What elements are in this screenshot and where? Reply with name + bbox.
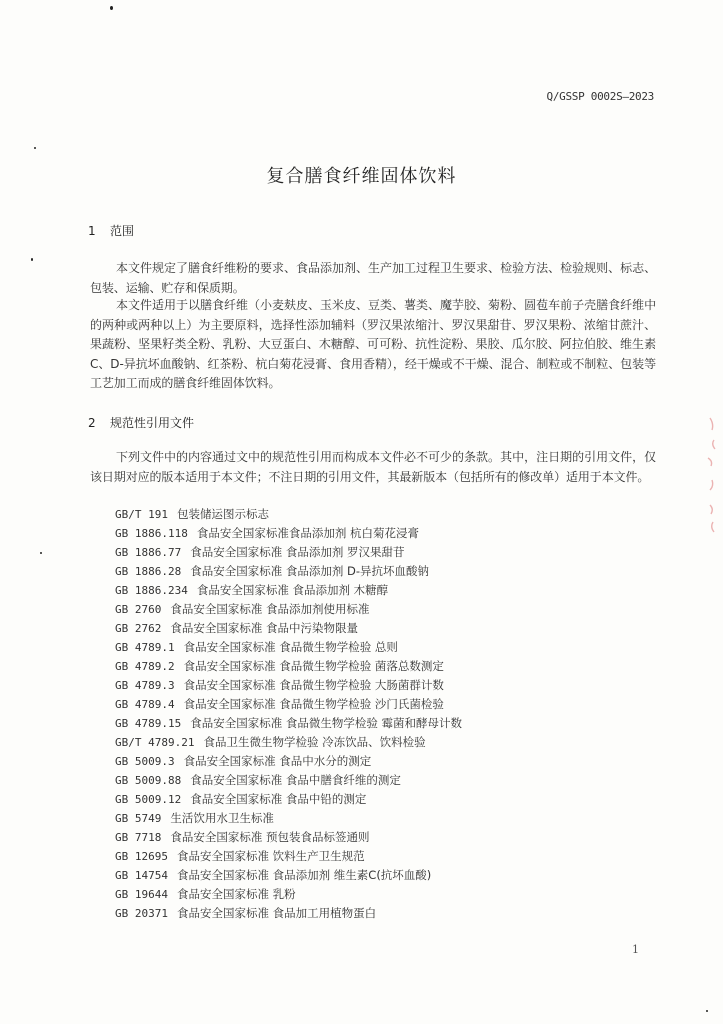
section-1-paragraph-1: 本文件规定了膳食纤维粉的要求、食品添加剂、生产加工过程卫生要求、检验方法、检验规则、标志、包装、运输、贮存和保质期。: [90, 261, 656, 295]
reference-item: [115, 619, 462, 638]
reference-item: [115, 809, 462, 828]
reference-item: [115, 505, 462, 524]
reference-title: 食品安全国家标准 食品微生物学检验 总则: [183, 640, 398, 654]
reference-title: 食品安全国家标准 食品中污染物限量: [170, 621, 359, 635]
reference-item: [115, 771, 462, 790]
reference-code: GB 14754: [115, 869, 168, 882]
reference-item: [115, 733, 462, 752]
reference-title: 食品安全国家标准 食品中膳食纤维的测定: [190, 773, 401, 787]
reference-title: 食品安全国家标准 乳粉: [176, 887, 296, 901]
reference-item: [115, 752, 462, 771]
reference-item: [115, 828, 462, 847]
reference-item: [115, 714, 462, 733]
reference-code: GB 5009.12: [115, 793, 182, 806]
section-2-number: 2: [88, 416, 96, 430]
reference-code: GB 2760: [115, 603, 162, 616]
reference-item: [115, 562, 462, 581]
reference-item: [115, 600, 462, 619]
reference-item: [115, 790, 462, 809]
section-2-heading: [88, 414, 194, 431]
reference-item: [115, 695, 462, 714]
scan-speck: [34, 147, 36, 149]
reference-title: 食品安全国家标准食品添加剂 杭白菊花浸膏: [196, 526, 420, 540]
reference-item: [115, 676, 462, 695]
reference-code: GB 5009.88: [115, 774, 182, 787]
reference-title: 食品安全国家标准 食品微生物学检验 菌落总数测定: [183, 659, 444, 673]
red-stamp-edge-icon: [698, 410, 720, 540]
section-2-title: 规范性引用文件: [110, 416, 195, 430]
reference-item: [115, 904, 462, 923]
section-1-number: 1: [88, 224, 96, 238]
reference-code: GB 1886.118: [115, 527, 188, 540]
document-code: Q/GSSP 0002S—2023: [546, 90, 654, 103]
reference-title: 食品安全国家标准 食品中铅的测定: [190, 792, 367, 806]
reference-code: GB 1886.77: [115, 546, 182, 559]
scan-speck: [110, 6, 113, 10]
reference-code: GB 7718: [115, 831, 162, 844]
reference-title: 食品安全国家标准 食品添加剂 木糖醇: [196, 583, 389, 597]
reference-code: GB 4789.2: [115, 660, 175, 673]
reference-code: GB 4789.3: [115, 679, 175, 692]
reference-code: GB 4789.1: [115, 641, 175, 654]
reference-item: [115, 847, 462, 866]
reference-code: GB 4789.4: [115, 698, 175, 711]
document-title: 复合膳食纤维固体饮料: [266, 166, 457, 187]
reference-code: GB 12695: [115, 850, 168, 863]
section-1-heading: [88, 222, 134, 239]
reference-code: GB 4789.15: [115, 717, 182, 730]
reference-code: GB 20371: [115, 907, 168, 920]
reference-title: 食品安全国家标准 食品添加剂 罗汉果甜苷: [190, 545, 405, 559]
reference-item: [115, 885, 462, 904]
reference-item: [115, 638, 462, 657]
reference-item: [115, 657, 462, 676]
reference-code: GB 5009.3: [115, 755, 175, 768]
reference-item: [115, 866, 462, 885]
reference-item: [115, 581, 462, 600]
reference-title: 食品安全国家标准 食品中水分的测定: [183, 754, 372, 768]
reference-item: [115, 543, 462, 562]
scan-speck: [31, 258, 33, 261]
reference-code: GB 1886.234: [115, 584, 188, 597]
reference-title: 生活饮用水卫生标准: [170, 811, 274, 825]
reference-title: 食品安全国家标准 食品加工用植物蛋白: [176, 906, 377, 920]
reference-title: 食品安全国家标准 食品微生物学检验 霉菌和酵母计数: [190, 716, 463, 730]
reference-title: 食品安全国家标准 预包装食品标签通则: [170, 830, 370, 844]
reference-title: 食品安全国家标准 食品添加剂使用标准: [170, 602, 370, 616]
reference-title: 食品安全国家标准 食品添加剂 D-异抗坏血酸钠: [190, 564, 430, 578]
reference-code: GB 5749: [115, 812, 162, 825]
reference-title: 食品安全国家标准 食品添加剂 维生素C(抗坏血酸): [176, 868, 432, 882]
reference-title: 食品安全国家标准 饮料生产卫生规范: [176, 849, 365, 863]
reference-item: [115, 524, 462, 543]
section-1-title: 范围: [110, 224, 135, 238]
section-2-paragraph-1: 下列文件中的内容通过文中的规范性引用而构成本文件必不可少的条款。其中，注日期的引用文件，仅该日期对应的版本适用于本文件；不注日期的引用文件，其最新版本（包括所有的修改单）适用于本文件。: [90, 450, 656, 484]
reference-title: 食品安全国家标准 食品微生物学检验 大肠菌群计数: [183, 678, 444, 692]
scan-speck: [706, 1010, 708, 1012]
reference-code: GB 2762: [115, 622, 162, 635]
normative-references-list: [115, 505, 462, 923]
reference-code: GB 1886.28: [115, 565, 182, 578]
section-1-paragraph-2: 本文件适用于以膳食纤维（小麦麸皮、玉米皮、豆类、薯类、魔芋胶、菊粉、圆苞车前子壳膳食纤维中的两种或两种以上）为主要原料，选择性添加辅料（罗汉果浓缩汁、罗汉果甜苷、罗汉果粉、浓缩甘蔗汁、果蔬粉、坚果籽类全粉、乳粉、大豆蛋白、木糖醇、可可粉、抗性淀粉、果胶、瓜尔胶、阿拉伯胶、维生素C、D-异抗坏血酸钠、红茶粉、杭白菊花浸膏、食用香精），经干燥或不干燥、混合、制粒或不制粒、包装等工艺加工而成的膳食纤维固体饮料。: [90, 298, 656, 390]
scan-speck: [40, 552, 42, 554]
reference-title: 食品安全国家标准 食品微生物学检验 沙门氏菌检验: [183, 697, 444, 711]
reference-code: GB/T 4789.21: [115, 736, 195, 749]
reference-code: GB/T 191: [115, 508, 168, 521]
reference-code: GB 19644: [115, 888, 168, 901]
reference-title: 食品卫生微生物学检验 冷冻饮品、饮料检验: [203, 735, 426, 749]
reference-title: 包装储运图示标志: [176, 507, 269, 521]
page-number: 1: [632, 943, 639, 956]
